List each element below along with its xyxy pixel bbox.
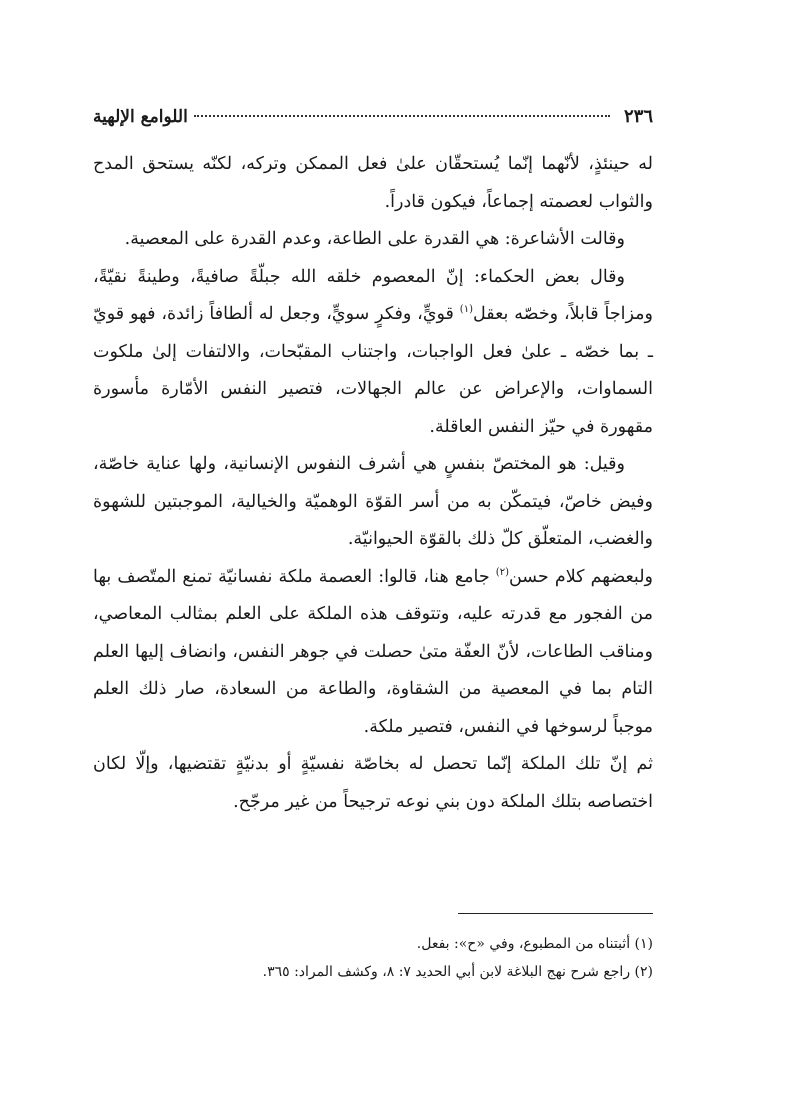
footnotes	[93, 930, 653, 986]
paragraph-6: ثم إنّ تلك الملكة إنّما تحصل له بخاصّة نفسيّةٍ أو بدنيّةٍ تقتضيها، وإلّا لكان اختصاصه بتلك الملكة دون بني نوعه ترجيحاً من غير مرجّح.	[93, 754, 653, 812]
paragraph-5	[93, 559, 653, 747]
footnote-ref-2[interactable]: (٢)	[495, 566, 509, 578]
footnote-2: (٢) راجع شرح نهج البلاغة لابن أبي الحديد ٧: ٨، وكشف المراد: ٣٦٥.	[262, 964, 653, 980]
paragraph-3-start: وقال بعض الحكماء: إنّ المعصوم خلقه الله جبلّةً صافيةً، وطينةً نقيّةً، ومزاجاً قابلاً، وخصّه بعقل	[93, 266, 653, 324]
paragraph-2: وقالت الأشاعرة: هي القدرة على الطاعة، وعدم القدرة على المعصية.	[124, 229, 625, 249]
footnote-1: (١) أثبتناه من المطبوع، وفي «ح»: بفعل.	[416, 936, 653, 952]
header-leader-dots	[194, 115, 610, 117]
running-title: اللوامع الإلهية	[93, 107, 188, 127]
paragraph-4: وقيل: هو المختصّ بنفسٍ هي أشرف النفوس الإنسانية، ولها عناية خاصّة، وفيض خاصّ، فيتمكّن به من أسر القوّة الوهميّة والخيالية، الموجبتين للشهوة والغضب، المتعلّق كلّ ذلك بالقوّة الحيوانيّة.	[93, 454, 653, 549]
page-header	[93, 106, 653, 136]
page-number: ٢٣٦	[623, 106, 653, 127]
paragraph-5-start: ولبعضهم كلام حسن	[508, 566, 653, 587]
footnote-divider	[458, 913, 653, 914]
main-text	[93, 146, 653, 821]
paragraph-5-end: جامع هنا، قالوا: العصمة ملكة نفسانيّة تمنع المتّصف بها من الفجور مع قدرته عليه، وتتوقف هذه الملكة على العلم بمثالب المعاصي، ومناقب الطاعات، لأنّ العفّة متىٰ حصلت في جوهر النفس، وانضاف إليها العلم التام بما في المعصية من الشقاوة، والطاعة من السعادة، صار ذلك العلم موجباً لرسوخها في النفس، فتصير ملكة.	[93, 566, 653, 737]
paragraph-3-end: قويٍّ، وفكرٍ سويٍّ، وجعل له ألطافاً زائدة، فهو قويّ ـ بما خصّه ـ علىٰ فعل الواجبات، واجتناب المقبّحات، والالتفات إلىٰ ملكوت السماوات، والإعراض عن عالم الجهالات، فتصير النفس الأمّارة مأسورة مقهورة في حيّز النفس العاقلة.	[93, 304, 653, 437]
paragraph-3	[93, 259, 653, 447]
footnote-ref-1[interactable]: (١)	[459, 304, 473, 316]
paragraph-1: له حينئذٍ، لأنّهما إنّما يُستحقّان علىٰ فعل الممكن وتركه، لكنّه يستحق المدح والثواب لعصمته إجماعاً، فيكون قادراً.	[93, 154, 653, 212]
